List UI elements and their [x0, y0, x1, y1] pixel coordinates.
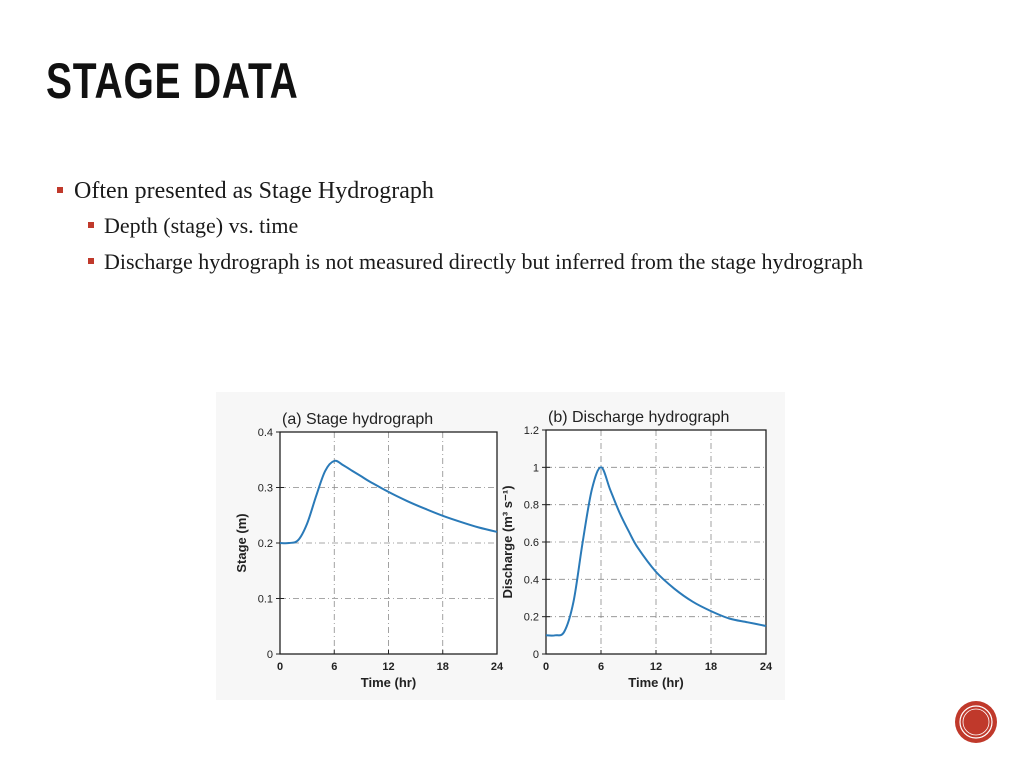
x-tick-label: 12	[382, 661, 395, 673]
x-axis-label: Time (hr)	[628, 675, 684, 690]
hydrograph-figure	[216, 392, 785, 700]
y-tick-label: 0.3	[257, 482, 273, 495]
y-tick-label: 1.2	[523, 425, 539, 437]
y-tick-label: 0.8	[523, 499, 539, 512]
x-tick-label: 24	[759, 661, 773, 673]
y-tick-label: 0.1	[257, 593, 273, 606]
chart-title: (b) Discharge hydrograph	[548, 409, 730, 426]
x-tick-label: 0	[542, 661, 550, 673]
x-axis-label: Time (hr)	[360, 675, 417, 690]
y-tick-label: 0	[532, 649, 539, 661]
hydrograph-svg	[216, 392, 785, 700]
y-tick-label: 1	[532, 462, 539, 475]
y-tick-label: 0.6	[523, 537, 539, 549]
y-axis-label: Stage (m)	[234, 513, 249, 573]
y-axis-label: Discharge (m³ s⁻¹)	[500, 485, 515, 599]
x-tick-label: 6	[597, 661, 605, 673]
y-tick-label: 0.2	[257, 538, 273, 550]
bullet-marker	[88, 258, 94, 264]
x-tick-label: 0	[276, 661, 284, 673]
x-tick-label: 18	[436, 661, 449, 673]
y-tick-label: 0.4	[257, 427, 273, 439]
bullet-marker	[57, 187, 63, 193]
bullet-level2: Discharge hydrograph is not measured directly but inferred from the stage hydrograph	[104, 249, 863, 274]
x-tick-label: 6	[331, 661, 338, 673]
y-tick-label: 0	[266, 649, 273, 661]
y-tick-label: 0.4	[523, 574, 539, 587]
x-tick-label: 18	[704, 661, 718, 673]
y-tick-label: 0.2	[523, 611, 539, 624]
x-tick-label: 12	[649, 661, 663, 673]
bullet-level1: Often presented as Stage Hydrograph	[74, 178, 434, 204]
chart-title: (a) Stage hydrograph	[282, 411, 434, 428]
bullet-level2: Depth (stage) vs. time	[104, 213, 299, 238]
bullet-marker	[88, 222, 94, 228]
slide-title: STAGE DATA	[46, 53, 299, 109]
logo-icon	[954, 700, 998, 744]
x-tick-label: 24	[490, 661, 504, 673]
